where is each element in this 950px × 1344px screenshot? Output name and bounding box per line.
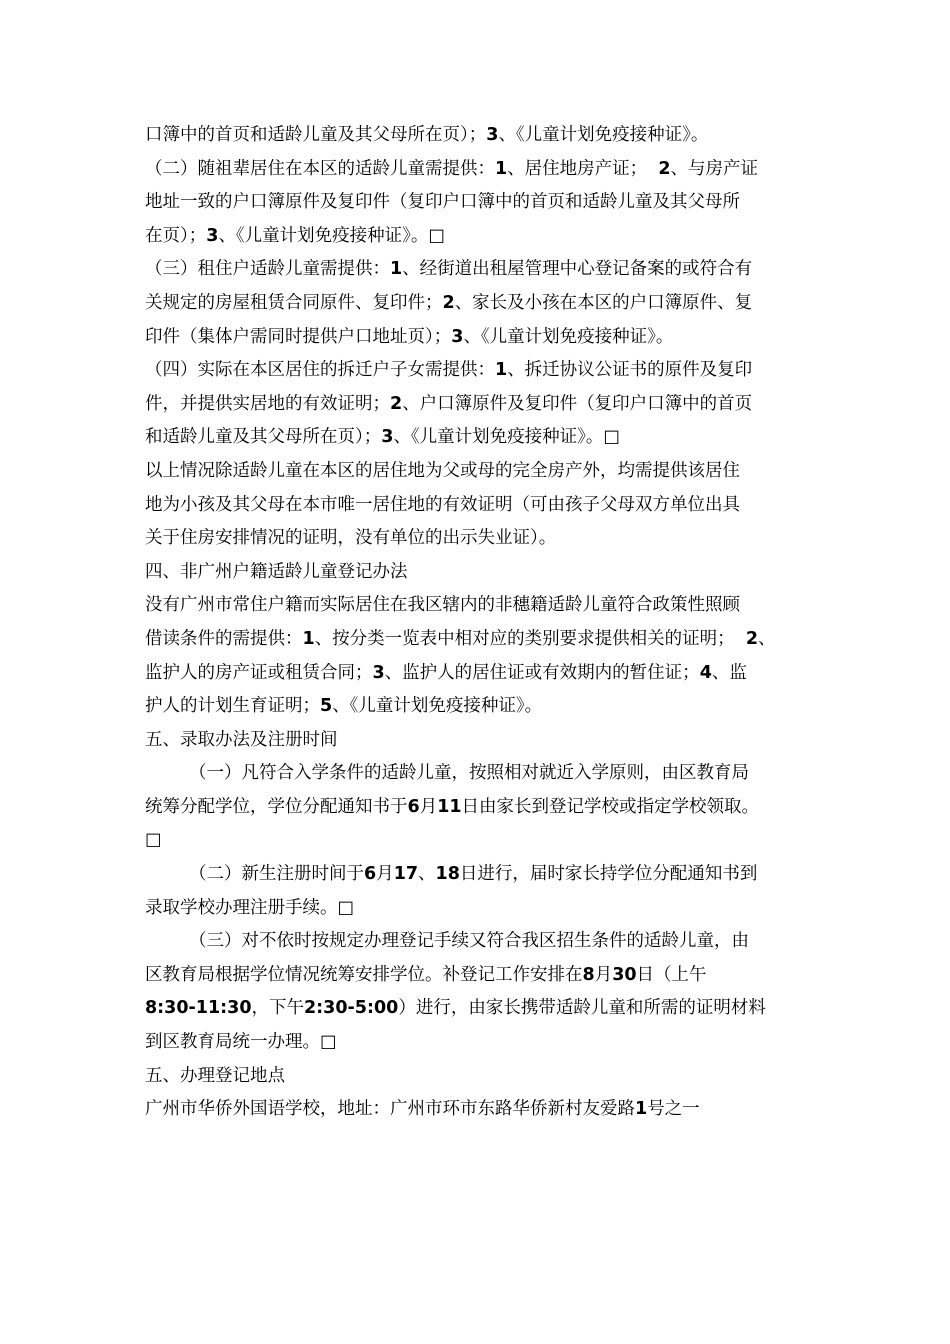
text-line	[145, 455, 817, 489]
text-run: 监护人的房产证或租赁合同；	[145, 662, 373, 683]
text-line	[145, 690, 817, 724]
text-run: 、拆迁协议公证书的原件及复印	[507, 360, 753, 381]
text-run: 到区教育局统一办理。□	[145, 1032, 337, 1053]
text-run: （二）新生注册时间于	[189, 864, 364, 885]
text-run: ）进行，由家长携带适龄儿童和所需的证明材料	[398, 998, 766, 1019]
bold-number: 30	[612, 964, 637, 985]
text-run: 、经街道出租屋管理中心登记备案的或符合有	[402, 259, 753, 280]
bold-number: 1	[495, 158, 508, 179]
text-run: 口簿中的首页和适龄儿童及其父母所在页）；	[145, 125, 487, 145]
text-run: 、《儿童计划免疫接种证》。	[332, 696, 543, 717]
text-line	[145, 421, 817, 455]
bold-number: 8:30-11:30	[145, 998, 252, 1019]
bold-number: 3	[451, 326, 464, 347]
bold-number: 17	[393, 864, 419, 885]
text-run: 、家长及小孩在本区的户口簿原件、复	[454, 292, 753, 313]
bold-number: 1	[635, 1099, 648, 1120]
text-line	[145, 892, 817, 926]
bold-number: 2:30-5:00	[304, 998, 399, 1019]
text-run: 日（上午	[636, 964, 707, 985]
text-run: 地址一致的户口簿原件及复印件（复印户口簿中的首页和适龄儿童及其父母所	[145, 192, 740, 213]
text-run: 日进行，届时家长持学位分配通知书到	[459, 864, 758, 885]
bold-number: 1	[390, 259, 403, 280]
text-line	[145, 1093, 817, 1127]
text-line	[145, 153, 817, 187]
text-line	[145, 220, 817, 254]
text-run: 、监护人的居住证或有效期内的暂住证；	[384, 662, 700, 683]
text-run: 日由家长到登记学校或指定学校领取。	[461, 796, 760, 817]
text-line	[145, 757, 817, 791]
text-run: □	[145, 830, 162, 851]
text-run: 、《儿童计划免疫接种证》。□	[218, 225, 445, 246]
text-run: 以上情况除适龄儿童在本区的居住地为父或母的完全房产外，均需提供该居住	[145, 460, 740, 481]
text-run: 、	[418, 864, 436, 885]
text-line	[145, 556, 817, 590]
text-line	[145, 119, 817, 153]
bold-number: 2	[442, 292, 455, 313]
bold-number: 3	[486, 125, 499, 145]
text-run: 件，并提供实居地的有效证明；	[145, 393, 390, 414]
text-run: （三）对不依时按规定办理登记手续又符合我区招生条件的适龄儿童，由	[189, 931, 749, 952]
bold-number: 2	[745, 628, 758, 649]
text-run: 四、非广州户籍适龄儿童登记办法	[145, 561, 408, 582]
text-line	[145, 354, 817, 388]
text-run: 月	[376, 864, 394, 885]
text-line	[145, 186, 817, 220]
text-run: 录取学校办理注册手续。□	[145, 897, 355, 918]
text-line	[145, 992, 817, 1026]
text-line	[145, 657, 817, 691]
text-run: ，下午	[251, 998, 304, 1019]
text-line	[145, 925, 817, 959]
text-run: 广州市华侨外国语学校，地址：广州市环市东路华侨新村友爱路	[145, 1099, 635, 1120]
text-run: 、《儿童计划免疫接种证》。□	[393, 427, 620, 448]
text-run: 五、录取办法及注册时间	[145, 729, 338, 750]
text-run: 关于住房安排情况的证明，没有单位的出示失业证）。	[145, 528, 557, 549]
text-run: 借读条件的需提供：	[145, 628, 303, 649]
text-run: 、与房产证	[670, 158, 758, 179]
text-line	[145, 1026, 817, 1060]
bold-number: 1	[495, 360, 508, 381]
text-run: 区教育局根据学位情况统筹安排学位。补登记工作安排在	[145, 964, 583, 985]
text-run: 关规定的房屋租赁合同原件、复印件；	[145, 292, 443, 313]
bold-number: 3	[206, 225, 219, 246]
text-line	[145, 388, 817, 422]
text-run: 印件（集体户需同时提供户口地址页）；	[145, 326, 452, 347]
text-line	[145, 724, 817, 758]
text-run: 和适龄儿童及其父母所在页）；	[145, 427, 382, 448]
text-run: 、监	[711, 662, 747, 683]
text-run: 月	[419, 796, 438, 817]
text-run: （三）租住户适龄儿童需提供：	[145, 259, 390, 280]
text-run: 号之一	[647, 1099, 700, 1120]
text-run: 五、办理登记地点	[145, 1065, 285, 1086]
text-run: 、户口簿原件及复印件（复印户口簿中的首页	[402, 393, 753, 414]
text-run: 、《儿童计划免疫接种证》。	[498, 125, 709, 145]
text-line	[145, 1060, 817, 1094]
text-line	[145, 623, 817, 657]
bold-number: 18	[435, 864, 460, 885]
text-run: 、	[758, 628, 776, 649]
bold-number: 2	[390, 393, 403, 414]
bold-number: 3	[372, 662, 385, 683]
text-line	[145, 791, 817, 825]
bold-number: 6	[407, 796, 420, 817]
text-run: 、《儿童计划免疫接种证》。	[463, 326, 674, 347]
text-line	[145, 858, 817, 892]
text-line	[145, 253, 817, 287]
bold-number: 3	[381, 427, 394, 448]
bold-number: 6	[364, 864, 377, 885]
text-line	[145, 489, 817, 523]
bold-number: 8	[582, 964, 595, 985]
text-run: （一）凡符合入学条件的适龄儿童，按照相对就近入学原则，由区教育局	[189, 763, 749, 784]
text-run: （二）随祖辈居住在本区的适龄儿童需提供：	[145, 158, 495, 179]
text-line	[145, 959, 817, 993]
bold-number: 2	[658, 158, 671, 179]
text-run: 统筹分配学位，学位分配通知书于	[145, 796, 408, 817]
document-body	[145, 119, 817, 1127]
text-run: （四）实际在本区居住的拆迁户子女需提供：	[145, 360, 495, 381]
text-run: 月	[594, 964, 613, 985]
text-run: 、居住地房产证；	[507, 158, 659, 179]
text-run: 护人的计划生育证明；	[145, 696, 320, 717]
text-line	[145, 824, 817, 858]
text-line	[145, 589, 817, 623]
bold-number: 1	[302, 628, 315, 649]
bold-number: 4	[699, 662, 712, 683]
bold-number: 5	[320, 696, 333, 717]
text-run: 没有广州市常住户籍而实际居住在我区辖内的非穗籍适龄儿童符合政策性照顾	[145, 595, 740, 616]
text-run: 、按分类一览表中相对应的类别要求提供相关的证明；	[314, 628, 746, 649]
bold-number: 11	[437, 796, 462, 817]
text-line	[145, 287, 817, 321]
text-run: 地为小孩及其父母在本市唯一居住地的有效证明（可由孩子父母双方单位出具	[145, 494, 740, 515]
text-line	[145, 321, 817, 355]
text-line	[145, 522, 817, 556]
text-run: 在页）；	[145, 225, 207, 246]
